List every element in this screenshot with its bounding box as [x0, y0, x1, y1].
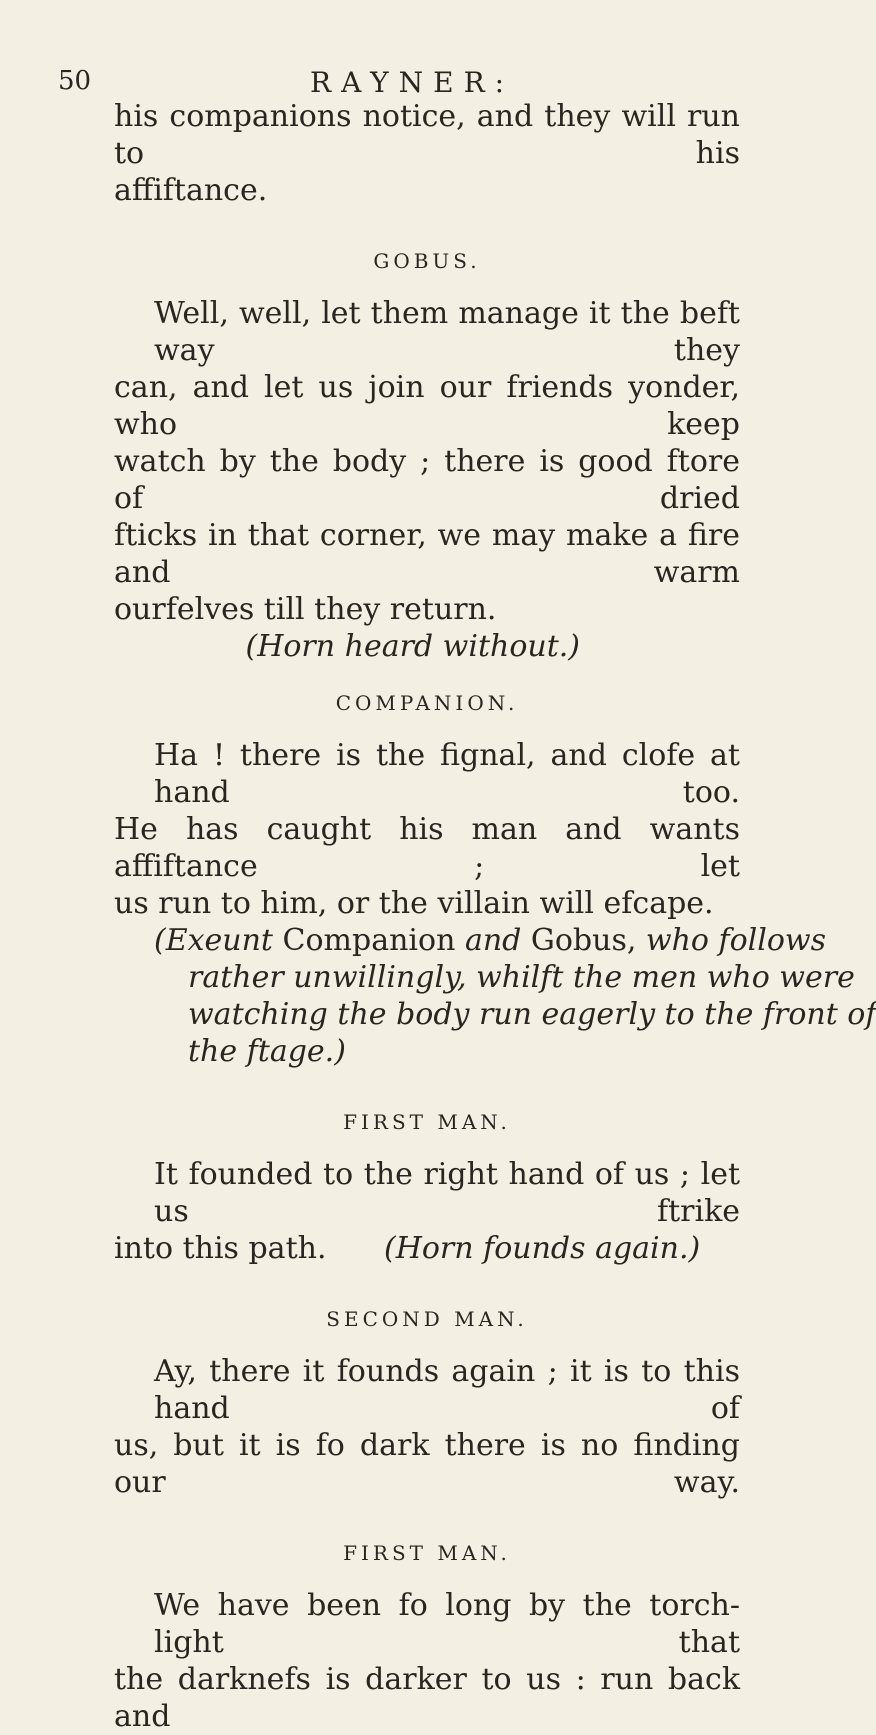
stage-direction-line: rather unwillingly, whilft the men who were	[188, 960, 855, 995]
speaker-name: FIRST MAN.	[343, 1110, 511, 1134]
text-line: affiftance.	[114, 173, 268, 208]
stage-direction: (Horn founds again.)	[384, 1231, 701, 1266]
running-head: RAYNER:	[310, 66, 515, 99]
text-line: It founded to the right hand of us ; let us ftrike	[154, 1157, 740, 1229]
text-line: us, but it is fo dark there is no finding our way.	[114, 1428, 740, 1500]
text-line: can, and let us join our friends yonder, who keep	[114, 370, 740, 442]
text-line: fticks in that corner, we may make a fire and warm	[114, 518, 740, 590]
text-block	[114, 98, 876, 1735]
speaker-name: GOBUS.	[373, 249, 481, 273]
page-number: 50	[58, 66, 92, 96]
text-line: He has caught his man and wants affiftance ; let	[114, 812, 740, 884]
text-line: Well, well, let them manage it the beft way they	[154, 296, 740, 368]
stage-direction-block	[114, 922, 876, 1070]
text-line: ourfelves till they return.	[114, 592, 497, 627]
text-line: Ha ! there is the fignal, and clofe at hand too.	[154, 738, 740, 810]
stage-direction-line: the ftage.)	[188, 1034, 346, 1069]
text-line: watch by the body ; there is good ftore of dried	[114, 444, 740, 516]
text-line	[114, 1230, 740, 1267]
stage-direction: (Horn heard without.)	[245, 629, 580, 664]
text-line: his companions notice, and they will run to his	[114, 99, 740, 171]
text-line: the darknefs is darker to us : run back and	[114, 1662, 740, 1734]
text-line: us run to him, or the villain will efcape.	[114, 886, 714, 921]
text-line: Ay, there it founds again ; it is to this hand of	[154, 1354, 740, 1426]
speaker-name: COMPANION.	[335, 691, 519, 715]
stage-direction-line: watching the body run eagerly to the front of	[188, 997, 876, 1032]
speaker-name: SECOND MAN.	[326, 1307, 528, 1331]
stage-direction-line: (Exeunt Companion and Gobus, who follows	[154, 923, 827, 958]
speaker-name: FIRST MAN.	[343, 1541, 511, 1565]
text-fragment: into this path.	[114, 1231, 327, 1266]
text-line: We have been fo long by the torch-light that	[154, 1588, 740, 1660]
